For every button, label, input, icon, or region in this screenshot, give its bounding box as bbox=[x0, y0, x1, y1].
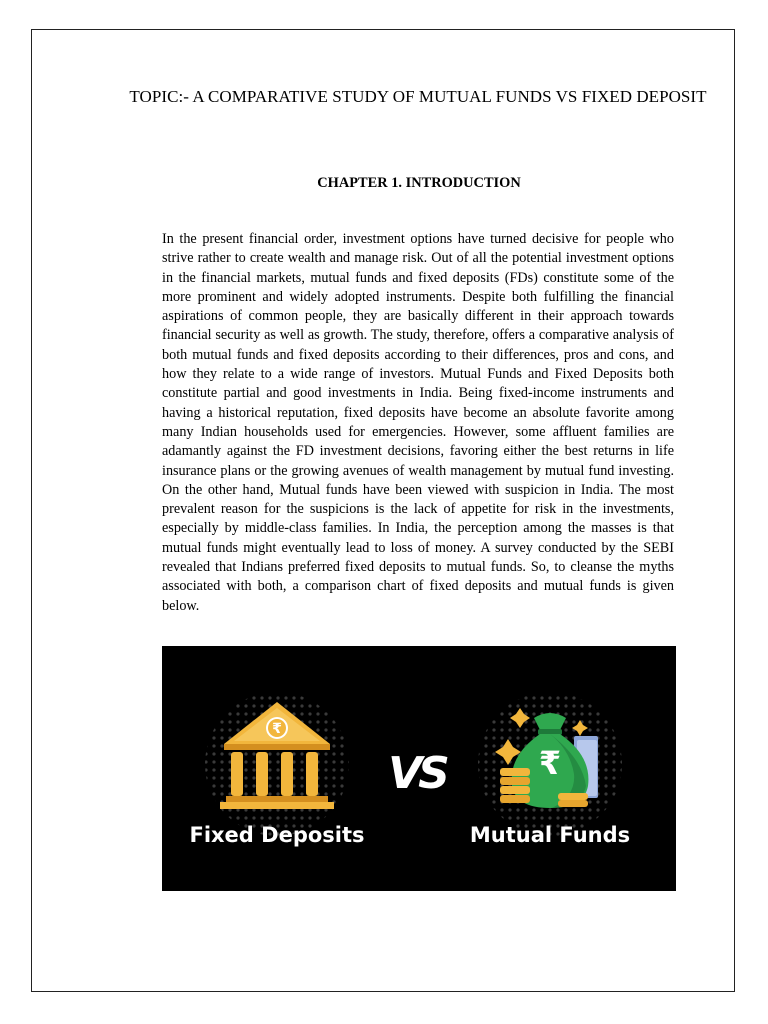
mutual-funds-caption: Mutual Funds bbox=[469, 823, 631, 847]
vs-label: VS bbox=[388, 748, 446, 799]
bank-rupee-symbol: ₹ bbox=[272, 721, 282, 737]
comparison-figure bbox=[162, 646, 676, 891]
fixed-deposits-caption: Fixed Deposits bbox=[189, 823, 365, 847]
bag-rupee-symbol: ₹ bbox=[538, 744, 562, 782]
bank-rupee-icon bbox=[205, 692, 349, 836]
intro-paragraph: In the present financial order, investment options have turned decisive for people who strive rather to create wealth and manage risk. Out of all the potential investment options in the financial markets, mutual funds and fixed deposits (FDs) constitute some of the more prominent and widely adopted instruments. Despite both fulfilling the financial aspirations of common people, they are basically different in their approach towards financial security as well as growth. The study, therefore, offers a comparative analysis of both mutual funds and fixed deposits according to their differences, pros and cons, and how they relate to a wide range of investors. Mutual Funds and Fixed Deposits both constitute partial and good investments in India. Being fixed-income instruments and having a historical reputation, fixed deposits have become an absolute favorite among many Indian households used for emergencies. However, some affluent families are adamantly against the FD investment decisions, favoring either the best returns in life insurance plans or the growing avenues of wealth management by mutual fund investing. On the other hand, Mutual funds have been viewed with suspicion in India. The most prevalent reason for the suspicions is the lack of appetite for risk in the investments, especially by middle-class families. In India, the perception among the masses is that mutual funds might eventually lead to loss of money. A survey conducted by the SEBI revealed that Indians preferred fixed deposits to mutual funds. So, to cleanse the myths associated with both, a comparison chart of fixed deposits and mutual funds is given below. bbox=[162, 231, 674, 614]
document-title: TOPIC:- A COMPARATIVE STUDY OF MUTUAL FUNDS VS FIXED DEPOSIT bbox=[129, 87, 707, 106]
chapter-heading: CHAPTER 1. INTRODUCTION bbox=[317, 175, 521, 191]
